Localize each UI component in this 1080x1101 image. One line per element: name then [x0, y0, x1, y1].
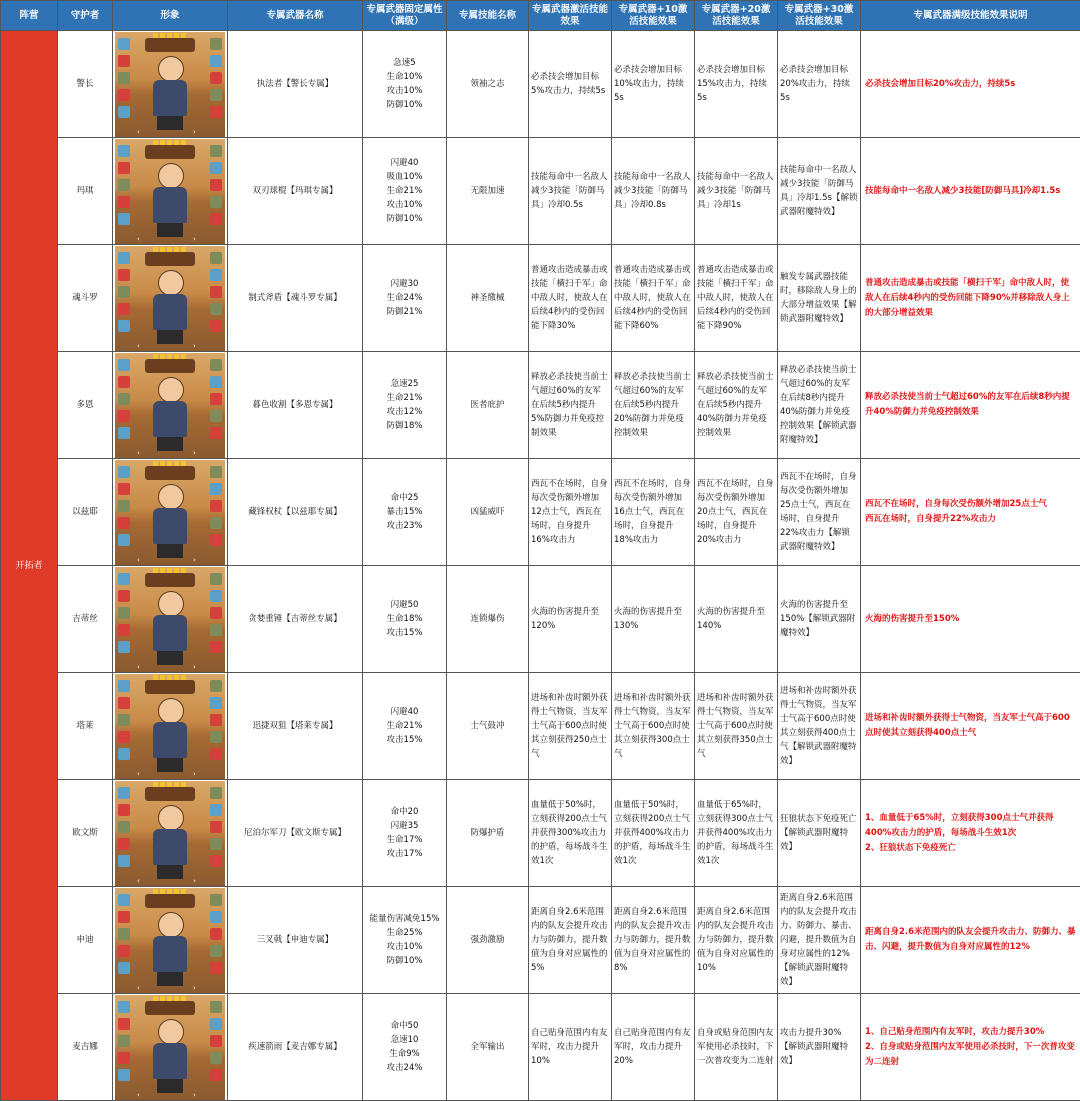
skill-name: 全军输出 — [447, 994, 529, 1101]
portrait-cell — [113, 673, 228, 780]
character-portrait — [115, 567, 225, 672]
camp-cell: 开拓者 — [1, 31, 58, 1101]
skill-name: 医者庇护 — [447, 352, 529, 459]
guardian-name: 以兹耶 — [58, 459, 113, 566]
gear-slots-left — [118, 680, 130, 773]
plus30-effect: 攻击力提升30%【解锁武器附魔特效】 — [778, 994, 861, 1101]
table-row — [1, 673, 1080, 780]
chevron-right-icon: › — [193, 878, 203, 884]
weapon-name: 双刃球棍【玛琪专属】 — [228, 138, 363, 245]
table-row — [1, 352, 1080, 459]
character-legs — [157, 330, 183, 344]
chevron-right-icon: › — [193, 771, 203, 777]
weapon-name: 制式斧盾【魂斗罗专属】 — [228, 245, 363, 352]
character-body — [153, 508, 187, 544]
guardian-name: 塔莱 — [58, 673, 113, 780]
skill-name: 强劲激励 — [447, 887, 529, 994]
character-portrait — [115, 32, 225, 137]
level-banner — [145, 145, 195, 159]
header-plus10: 专属武器+10激活技能效果 — [612, 1, 695, 31]
character-legs — [157, 651, 183, 665]
plus10-effect: 距离自身2.6米范围内的队友会提升攻击力与防御力，提升数值为自身对应属性的8% — [612, 887, 695, 994]
gear-slots-right — [210, 252, 222, 345]
character-body — [153, 80, 187, 116]
character-head — [158, 698, 184, 724]
plus30-effect: 西瓦不在场时，自身每次受伤额外增加25点士气，西瓦在场时，自身提升22%攻击力【解锁武器附魔特效】 — [778, 459, 861, 566]
character-head — [158, 163, 184, 189]
fixed-attributes: 命中50 急速10 生命9% 攻击24% — [363, 994, 447, 1101]
gear-slots-left — [118, 1001, 130, 1094]
character-body — [153, 187, 187, 223]
gear-slots-right — [210, 359, 222, 452]
chevron-left-icon: ‹ — [137, 450, 147, 456]
chevron-left-icon: ‹ — [137, 985, 147, 991]
weapon-name: 藏锋权杖【以兹耶专属】 — [228, 459, 363, 566]
character-legs — [157, 758, 183, 772]
level-banner — [145, 1001, 195, 1015]
chevron-left-icon: ‹ — [137, 343, 147, 349]
weapon-name: 疾速箭雨【麦吉娜专属】 — [228, 994, 363, 1101]
chevron-right-icon: › — [193, 236, 203, 242]
full-level-description: 1、血量低于65%时，立刻获得300点士气并获得400%攻击力的护盾，每场战斗生效1次 2、狂狼状态下免疫死亡 — [861, 780, 1080, 887]
full-level-description: 火海的伤害提升至150% — [861, 566, 1080, 673]
table-row — [1, 245, 1080, 352]
header-image: 形象 — [113, 1, 228, 31]
full-level-description: 必杀技会增加目标20%攻击力，持续5s — [861, 31, 1080, 138]
character-head — [158, 270, 184, 296]
fixed-attributes: 闪避40 吸血10% 生命21% 攻击10% 防御10% — [363, 138, 447, 245]
table-row — [1, 780, 1080, 887]
character-body — [153, 615, 187, 651]
chevron-left-icon: ‹ — [137, 236, 147, 242]
full-level-description: 技能每命中一名敌人减少3技能[防御马具]冷却1.5s — [861, 138, 1080, 245]
skill-name: 士气鼓冲 — [447, 673, 529, 780]
character-legs — [157, 437, 183, 451]
chevron-right-icon: › — [193, 557, 203, 563]
portrait-cell — [113, 352, 228, 459]
weapon-name: 暮色收割【多恩专属】 — [228, 352, 363, 459]
guardian-name: 魂斗罗 — [58, 245, 113, 352]
level-banner — [145, 359, 195, 373]
chevron-right-icon: › — [193, 664, 203, 670]
skill-name: 神圣缴械 — [447, 245, 529, 352]
plus20-effect: 距离自身2.6米范围内的队友会提升攻击力与防御力，提升数值为自身对应属性的10% — [695, 887, 778, 994]
skill-effect: 技能每命中一名敌人减少3技能「防御马具」冷却0.5s — [529, 138, 612, 245]
chevron-left-icon: ‹ — [137, 771, 147, 777]
skill-name: 连锁爆伤 — [447, 566, 529, 673]
skill-effect: 距离自身2.6米范围内的队友会提升攻击力与防御力，提升数值为自身对应属性的5% — [529, 887, 612, 994]
portrait-cell — [113, 994, 228, 1101]
gear-slots-left — [118, 145, 130, 238]
gear-slots-left — [118, 252, 130, 345]
character-body — [153, 401, 187, 437]
header-guardian: 守护者 — [58, 1, 113, 31]
character-head — [158, 1019, 184, 1045]
plus10-effect: 西瓦不在场时，自身每次受伤额外增加16点士气，西瓦在场时，自身提升18%攻击力 — [612, 459, 695, 566]
skill-name: 无限加速 — [447, 138, 529, 245]
header-fixed-attr: 专属武器固定属性（满级） — [363, 1, 447, 31]
gear-slots-right — [210, 680, 222, 773]
fixed-attributes: 能量伤害减免15% 生命25% 攻击10% 防御10% — [363, 887, 447, 994]
header-skill-effect: 专属武器激活技能效果 — [529, 1, 612, 31]
plus30-effect: 必杀技会增加目标20%攻击力，持续5s — [778, 31, 861, 138]
character-legs — [157, 223, 183, 237]
gear-slots-left — [118, 466, 130, 559]
plus20-effect: 技能每命中一名敌人减少3技能「防御马具」冷却1s — [695, 138, 778, 245]
character-body — [153, 722, 187, 758]
plus30-effect: 技能每命中一名敌人减少3技能「防御马具」冷却1.5s【解锁武器附魔特效】 — [778, 138, 861, 245]
plus30-effect: 狂狼状态下免疫死亡【解锁武器附魔特效】 — [778, 780, 861, 887]
character-legs — [157, 1079, 183, 1093]
chevron-left-icon: ‹ — [137, 664, 147, 670]
level-banner — [145, 573, 195, 587]
table-row — [1, 459, 1080, 566]
gear-slots-right — [210, 894, 222, 987]
character-head — [158, 805, 184, 831]
skill-effect: 进场和补齿时额外获得士气物资，当友军士气高于600点时使其立刻获得250点士气 — [529, 673, 612, 780]
chevron-left-icon: ‹ — [137, 878, 147, 884]
plus30-effect: 进场和补齿时额外获得士气物资，当友军士气高于600点时使其立刻获得400点士气【解锁武器附魔特效】 — [778, 673, 861, 780]
character-body — [153, 1043, 187, 1079]
plus10-effect: 释放必杀技使当前士气超过60%的友军在后续5秒内提升20%防御力并免疫控制效果 — [612, 352, 695, 459]
plus20-effect: 自身或贴身范围内友军使用必杀技时，下一次普攻变为二连射 — [695, 994, 778, 1101]
weapon-name: 执法者【警长专属】 — [228, 31, 363, 138]
portrait-cell — [113, 31, 228, 138]
guardian-name: 吉蒂丝 — [58, 566, 113, 673]
plus10-effect: 进场和补齿时额外获得士气物资，当友军士气高于600点时使其立刻获得300点士气 — [612, 673, 695, 780]
table-body — [1, 31, 1080, 1101]
header-camp: 阵营 — [1, 1, 58, 31]
plus10-effect: 普通攻击造成暴击或技能「横扫千军」命中敌人时，使敌人在后续4秒内的受伤回能下降60% — [612, 245, 695, 352]
character-legs — [157, 972, 183, 986]
skill-effect: 西瓦不在场时，自身每次受伤额外增加12点士气，西瓦在场时，自身提升16%攻击力 — [529, 459, 612, 566]
level-banner — [145, 787, 195, 801]
portrait-cell — [113, 887, 228, 994]
portrait-cell — [113, 245, 228, 352]
skill-effect: 必杀技会增加目标5%攻击力，持续5s — [529, 31, 612, 138]
guardian-name: 多恩 — [58, 352, 113, 459]
plus10-effect: 技能每命中一名敌人减少3技能「防御马具」冷却0.8s — [612, 138, 695, 245]
plus20-effect: 必杀技会增加目标15%攻击力，持续5s — [695, 31, 778, 138]
header-plus30: 专属武器+30激活技能效果 — [778, 1, 861, 31]
header-plus20: 专属武器+20激活技能效果 — [695, 1, 778, 31]
character-portrait — [115, 139, 225, 244]
plus10-effect: 自己贴身范围内有友军时，攻击力提升20% — [612, 994, 695, 1101]
chevron-left-icon: ‹ — [137, 557, 147, 563]
fixed-attributes: 急速25 生命21% 攻击12% 防御18% — [363, 352, 447, 459]
table-row — [1, 994, 1080, 1101]
portrait-cell — [113, 459, 228, 566]
character-portrait — [115, 888, 225, 993]
full-level-description: 距离自身2.6米范围内的队友会提升攻击力、防御力、暴击、闪避，提升数值为自身对应属性的12% — [861, 887, 1080, 994]
skill-effect: 释放必杀技使当前士气超过60%的友军在后续5秒内提升5%防御力并免疫控制效果 — [529, 352, 612, 459]
header-row — [1, 1, 1080, 31]
level-banner — [145, 252, 195, 266]
gear-slots-right — [210, 787, 222, 880]
gear-slots-right — [210, 466, 222, 559]
skill-name: 防爆护盾 — [447, 780, 529, 887]
fixed-attributes: 闪避30 生命24% 防御21% — [363, 245, 447, 352]
character-portrait — [115, 460, 225, 565]
header-full-desc: 专属武器满级技能效果说明 — [861, 1, 1080, 31]
weapon-name: 三叉戟【申迪专属】 — [228, 887, 363, 994]
character-body — [153, 294, 187, 330]
level-banner — [145, 894, 195, 908]
chevron-right-icon: › — [193, 129, 203, 135]
plus30-effect: 距离自身2.6米范围内的队友会提升攻击力、防御力、暴击、闪避，提升数值为自身对应属性的12%【解锁武器附魔特效】 — [778, 887, 861, 994]
plus10-effect: 必杀技会增加目标10%攻击力，持续5s — [612, 31, 695, 138]
plus20-effect: 进场和补齿时额外获得士气物资，当友军士气高于600点时使其立刻获得350点士气 — [695, 673, 778, 780]
gear-slots-left — [118, 38, 130, 131]
chevron-left-icon: ‹ — [137, 1092, 147, 1098]
character-head — [158, 912, 184, 938]
character-head — [158, 56, 184, 82]
table-row — [1, 566, 1080, 673]
header-skill-name: 专属技能名称 — [447, 1, 529, 31]
fixed-attributes: 命中25 暴击15% 攻击23% — [363, 459, 447, 566]
fixed-attributes: 闪避40 生命21% 攻击15% — [363, 673, 447, 780]
portrait-cell — [113, 780, 228, 887]
full-level-description: 1、自己贴身范围内有友军时，攻击力提升30% 2、自身或贴身范围内友军使用必杀技时，下一次普攻变为二连射 — [861, 994, 1080, 1101]
skill-name: 凶猛威吓 — [447, 459, 529, 566]
gear-slots-right — [210, 573, 222, 666]
character-body — [153, 936, 187, 972]
plus30-effect: 释放必杀技使当前士气超过60%的友军在后续8秒内提升40%防御力并免疫控制效果【解锁武器附魔特效】 — [778, 352, 861, 459]
level-banner — [145, 466, 195, 480]
gear-slots-left — [118, 573, 130, 666]
chevron-right-icon: › — [193, 985, 203, 991]
character-legs — [157, 544, 183, 558]
plus30-effect: 触发专属武器技能时，移除敌人身上的大部分增益效果【解锁武器附魔特效】 — [778, 245, 861, 352]
chevron-right-icon: › — [193, 343, 203, 349]
character-portrait — [115, 246, 225, 351]
guardian-name: 欧文斯 — [58, 780, 113, 887]
character-portrait — [115, 995, 225, 1100]
character-body — [153, 829, 187, 865]
guardian-name: 警长 — [58, 31, 113, 138]
skill-effect: 火海的伤害提升至120% — [529, 566, 612, 673]
full-level-description: 进场和补齿时额外获得士气物资，当友军士气高于600点时使其立刻获得400点士气 — [861, 673, 1080, 780]
chevron-left-icon: ‹ — [137, 129, 147, 135]
full-level-description: 西瓦不在场时，自身每次受伤额外增加25点士气 西瓦在场时，自身提升22%攻击力 — [861, 459, 1080, 566]
gear-slots-right — [210, 145, 222, 238]
gear-slots-left — [118, 894, 130, 987]
gear-slots-right — [210, 38, 222, 131]
header-weapon-name: 专属武器名称 — [228, 1, 363, 31]
plus30-effect: 火海的伤害提升至150%【解锁武器附魔特效】 — [778, 566, 861, 673]
fixed-attributes: 闪避50 生命18% 攻击15% — [363, 566, 447, 673]
level-banner — [145, 38, 195, 52]
character-legs — [157, 865, 183, 879]
fixed-attributes: 命中20 闪避35 生命17% 攻击17% — [363, 780, 447, 887]
guardian-name: 申迪 — [58, 887, 113, 994]
skill-effect: 血量低于50%时，立刻获得200点士气并获得300%攻击力的护盾，每场战斗生效1次 — [529, 780, 612, 887]
character-head — [158, 591, 184, 617]
skill-effect: 自己贴身范围内有友军时，攻击力提升10% — [529, 994, 612, 1101]
plus10-effect: 血量低于50%时，立刻获得200点士气并获得400%攻击力的护盾，每场战斗生效1次 — [612, 780, 695, 887]
plus20-effect: 火海的伤害提升至140% — [695, 566, 778, 673]
full-level-description: 普通攻击造成暴击或技能「横扫千军」命中敌人时，使敌人在后续4秒内的受伤回能下降90%并移除敌人身上的大部分增益效果 — [861, 245, 1080, 352]
plus20-effect: 普通攻击造成暴击或技能「横扫千军」命中敌人时，使敌人在后续4秒内的受伤回能下降90% — [695, 245, 778, 352]
character-portrait — [115, 353, 225, 458]
weapon-name: 尼泊尔军刀【欧文斯专属】 — [228, 780, 363, 887]
gear-slots-left — [118, 787, 130, 880]
portrait-cell — [113, 138, 228, 245]
chevron-right-icon: › — [193, 1092, 203, 1098]
skill-name: 领袖之志 — [447, 31, 529, 138]
plus20-effect: 释放必杀技使当前士气超过60%的友军在后续5秒内提升40%防御力并免疫控制效果 — [695, 352, 778, 459]
skill-effect: 普通攻击造成暴击或技能「横扫千军」命中敌人时，使敌人在后续4秒内的受伤回能下降30% — [529, 245, 612, 352]
guardian-name: 玛琪 — [58, 138, 113, 245]
chevron-right-icon: › — [193, 450, 203, 456]
character-legs — [157, 116, 183, 130]
table-row — [1, 31, 1080, 138]
fixed-attributes: 急速5 生命10% 攻击10% 防御10% — [363, 31, 447, 138]
plus10-effect: 火海的伤害提升至130% — [612, 566, 695, 673]
gear-slots-right — [210, 1001, 222, 1094]
table-row — [1, 887, 1080, 994]
table-row — [1, 138, 1080, 245]
character-portrait — [115, 674, 225, 779]
level-banner — [145, 680, 195, 694]
portrait-cell — [113, 566, 228, 673]
character-head — [158, 377, 184, 403]
weapon-name: 贪婪重锤【吉蒂丝专属】 — [228, 566, 363, 673]
plus20-effect: 血量低于65%时，立刻获得300点士气并获得400%攻击力的护盾，每场战斗生效1次 — [695, 780, 778, 887]
character-portrait — [115, 781, 225, 886]
gear-slots-left — [118, 359, 130, 452]
weapon-name: 迅捷双狙【塔莱专属】 — [228, 673, 363, 780]
plus20-effect: 西瓦不在场时，自身每次受伤额外增加20点士气，西瓦在场时，自身提升20%攻击力 — [695, 459, 778, 566]
full-level-description: 释放必杀技使当前士气超过60%的友军在后续8秒内提升40%防御力并免疫控制效果 — [861, 352, 1080, 459]
guardian-name: 麦吉娜 — [58, 994, 113, 1101]
character-head — [158, 484, 184, 510]
